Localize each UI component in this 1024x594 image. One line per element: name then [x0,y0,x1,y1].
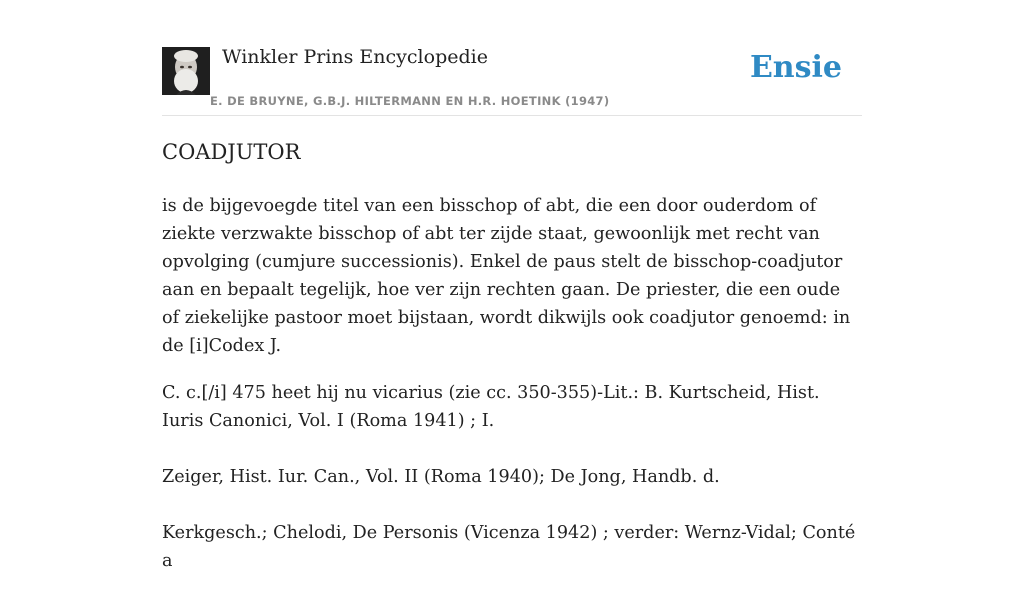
article-title: COADJUTOR [162,140,301,164]
publication-title[interactable]: Winkler Prins Encyclopedie [222,46,488,68]
publication-authors: E. DE BRUYNE, G.B.J. HILTERMANN EN H.R. HOETINK (1947) [210,94,610,108]
article-paragraph: Zeiger, Hist. Iur. Can., Vol. II (Roma 1940); De Jong, Handb. d. [162,467,720,487]
article-body [162,192,862,594]
portrait-image [162,47,210,95]
ensie-logo[interactable]: Ensie [749,50,842,85]
site-header [162,44,862,116]
article-paragraph: C. c.[/i] 475 heet hij nu vicarius (zie cc. 350-355)-Lit.: B. Kurtscheid, Hist. Iuris Canonici, Vol. I (Roma 1941) ; I. [162,383,820,431]
author-portrait-icon[interactable] [162,47,210,95]
article-paragraph: is de bijgevoegde titel van een bisschop of abt, die een door ouderdom of ziekte verzwakte bisschop of abt ter zijde staat, gewoonlijk met recht van opvolging (cumjure successionis). Enkel de paus stelt de bisschop-coadjutor aan en bepaalt tegelijk, hoe ver zijn rechten gaan. De priester, die een oude of ziekelijke pastoor moet bijstaan, wordt dikwijls ook coadjutor genoemd: in de [i]Codex J. [162,196,851,356]
article-paragraph: Kerkgesch.; Chelodi, De Personis (Vicenza 1942) ; verder: Wernz-Vidal; Conté a [162,523,856,571]
